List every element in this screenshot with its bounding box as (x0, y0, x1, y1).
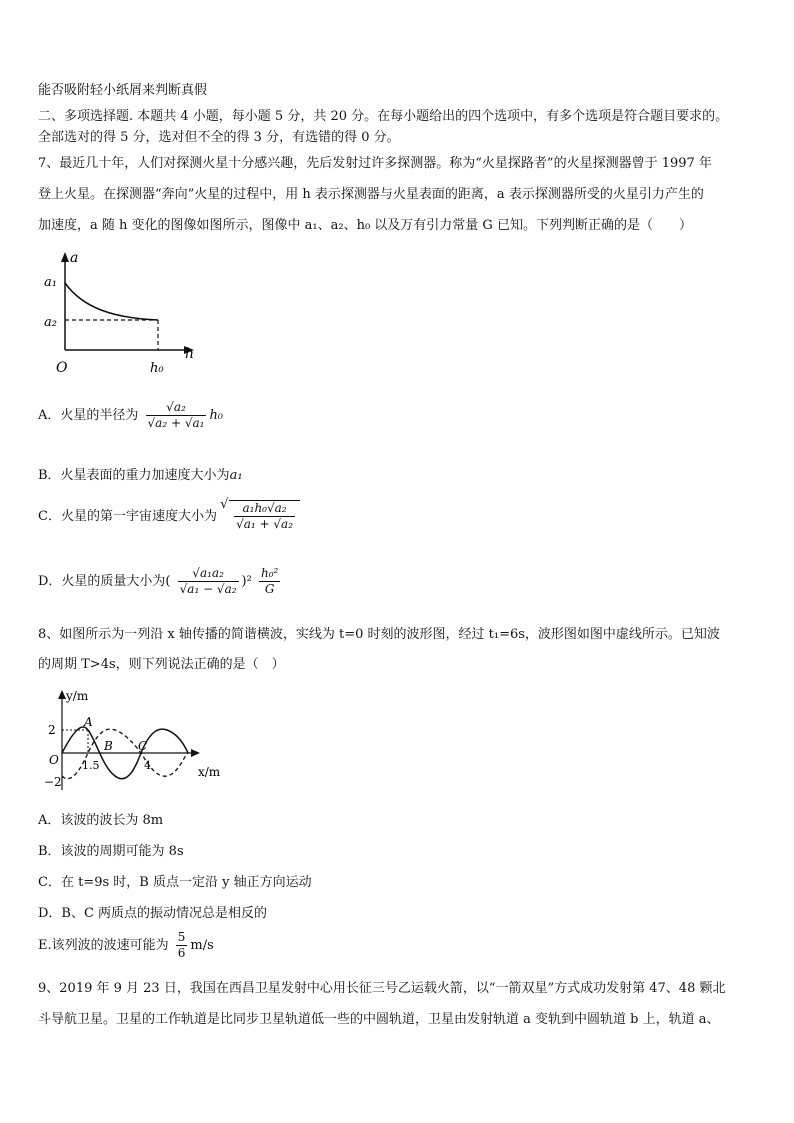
q7-option-c-den: √a₁ + √a₂ (236, 517, 293, 531)
q7-option-c (38, 500, 300, 532)
q7-option-a (38, 400, 223, 431)
q8-option-b: B．该波的周期可能为 8s (38, 844, 184, 859)
q7-option-d-mid: )² (241, 574, 252, 589)
q7-option-b (38, 464, 243, 483)
q8-point-a: A (84, 715, 93, 729)
q7-option-c-sqrt (229, 500, 300, 532)
q8-line-1: 8、如图所示为一列沿 x 轴传播的简谐横波，实线为 t=0 时刻的波形图，经过 t₁=6s，波形图如图中虚线所示。已知波 (38, 627, 720, 642)
q8-option-e-den: 6 (177, 946, 186, 960)
q8-line-2: 的周期 T>4s，则下列说法正确的是（ ） (38, 657, 285, 672)
q8-y-neg: −2 (44, 775, 62, 789)
q7-option-a-tail: h₀ (209, 408, 224, 423)
q8-x-label: x/m (198, 765, 221, 779)
q8-point-c: C (138, 739, 148, 753)
q8-option-e (38, 930, 214, 961)
q8-x-tick-1: 1.5 (82, 759, 100, 772)
q7-option-a-num: √a₂ (146, 400, 207, 416)
q7-a2-label: a₂ (44, 315, 57, 330)
q9-line-2: 斗导航卫星。卫星的工作轨道是比同步卫星轨道低一些的中圆轨道，卫星由发射轨道 a 变轨到中圆轨道 b 上，轨道 a、 (38, 1012, 720, 1027)
q8-point-b: B (104, 739, 113, 753)
q7-option-d-den: √a₁ − √a₂ (179, 582, 237, 596)
q7-option-d-fraction-2 (259, 566, 280, 597)
q8-option-e-num: 5 (177, 930, 186, 944)
q8-dashed-wave (62, 729, 188, 779)
q7-line-2: 登上火星。在探测器“奔向”火星的过程中，用 h 表示探测器与火星表面的距离，a 表示探测器所受的火星引力产生的 (38, 187, 704, 202)
q7-h0-label: h₀ (150, 361, 164, 376)
q8-option-a: A．该波的波长为 8m (38, 813, 164, 828)
q7-option-b-tail: a₁ (229, 468, 243, 483)
q7-y-arrow (61, 252, 69, 262)
q7-option-d-den-2: G (264, 582, 275, 596)
q7-option-b-text: B．火星表面的重力加速度大小为 (38, 468, 230, 483)
q8-option-e-unit: m/s (190, 938, 214, 953)
q7-option-c-text: C．火星的第一宇宙速度大小为 (38, 509, 217, 524)
section-line-2: 全部选对的得 5 分，选对但不全的得 3 分，有选错的得 0 分。 (38, 130, 400, 145)
q9-line-1: 9、2019 年 9 月 23 日，我国在西昌卫星发射中心用长征三号乙运载火箭，以“一箭双星”方式成功发射第 47、48 颗北 (38, 981, 726, 996)
q8-option-c: C．在 t=9s 时，B 质点一定沿 y 轴正方向运动 (38, 875, 312, 890)
q7-option-d-num-2: h₀² (260, 566, 279, 580)
q8-y-label: y/m (66, 689, 89, 703)
q7-option-d-num: √a₁a₂ (178, 566, 239, 582)
q8-option-d: D．B、C 两质点的振动情况总是相反的 (38, 906, 268, 921)
q8-y-pos: 2 (48, 723, 56, 737)
q7-option-a-text: A．火星的半径为 (38, 408, 139, 423)
q8-option-e-text: E.该列波的波速可能为 (38, 938, 169, 953)
q7-line-3: 加速度，a 随 h 变化的图像如图所示，图像中 a₁、a₂、h₀ 以及万有引力常量 G 已知。下列判断正确的是（ ） (38, 218, 692, 233)
q8-graph (38, 686, 228, 794)
q7-graph (38, 248, 203, 378)
q7-a1-label: a₁ (44, 275, 57, 290)
q7-origin: O (56, 360, 68, 376)
q7-option-d (38, 566, 283, 597)
q7-line-1: 7、最近几十年，人们对探测火星十分感兴趣，先后发射过许多探测器。称为“火星探路者”的火星探测器曾于 1997 年 (38, 156, 712, 171)
section-line-1: 二、多项选择题. 本题共 4 小题，每小题 5 分，共 20 分。在每小题给出的四个选项中，有多个选项是符合题目要求的。 (38, 109, 729, 124)
q7-option-d-text: D．火星的质量大小为( (38, 574, 171, 589)
q7-option-a-fraction (146, 400, 207, 431)
q7-option-c-num: √ a₁h₀√a₂ (234, 501, 295, 517)
q7-option-d-fraction-1 (178, 566, 239, 597)
q8-x-tick-2: 4 (144, 759, 151, 772)
q7-curve (65, 283, 158, 320)
q7-option-c-fraction (234, 501, 295, 532)
q7-option-a-den: √a₂ + √a₁ (147, 416, 205, 430)
q7-x-label: h (185, 346, 195, 362)
top-line: 能否吸附轻小纸屑来判断真假 (38, 83, 208, 98)
q8-x-arrow (191, 749, 200, 757)
q8-origin: O (49, 753, 59, 767)
q8-option-e-fraction (176, 930, 188, 961)
q8-y-arrow (58, 690, 66, 699)
q7-y-label: a (70, 250, 79, 266)
